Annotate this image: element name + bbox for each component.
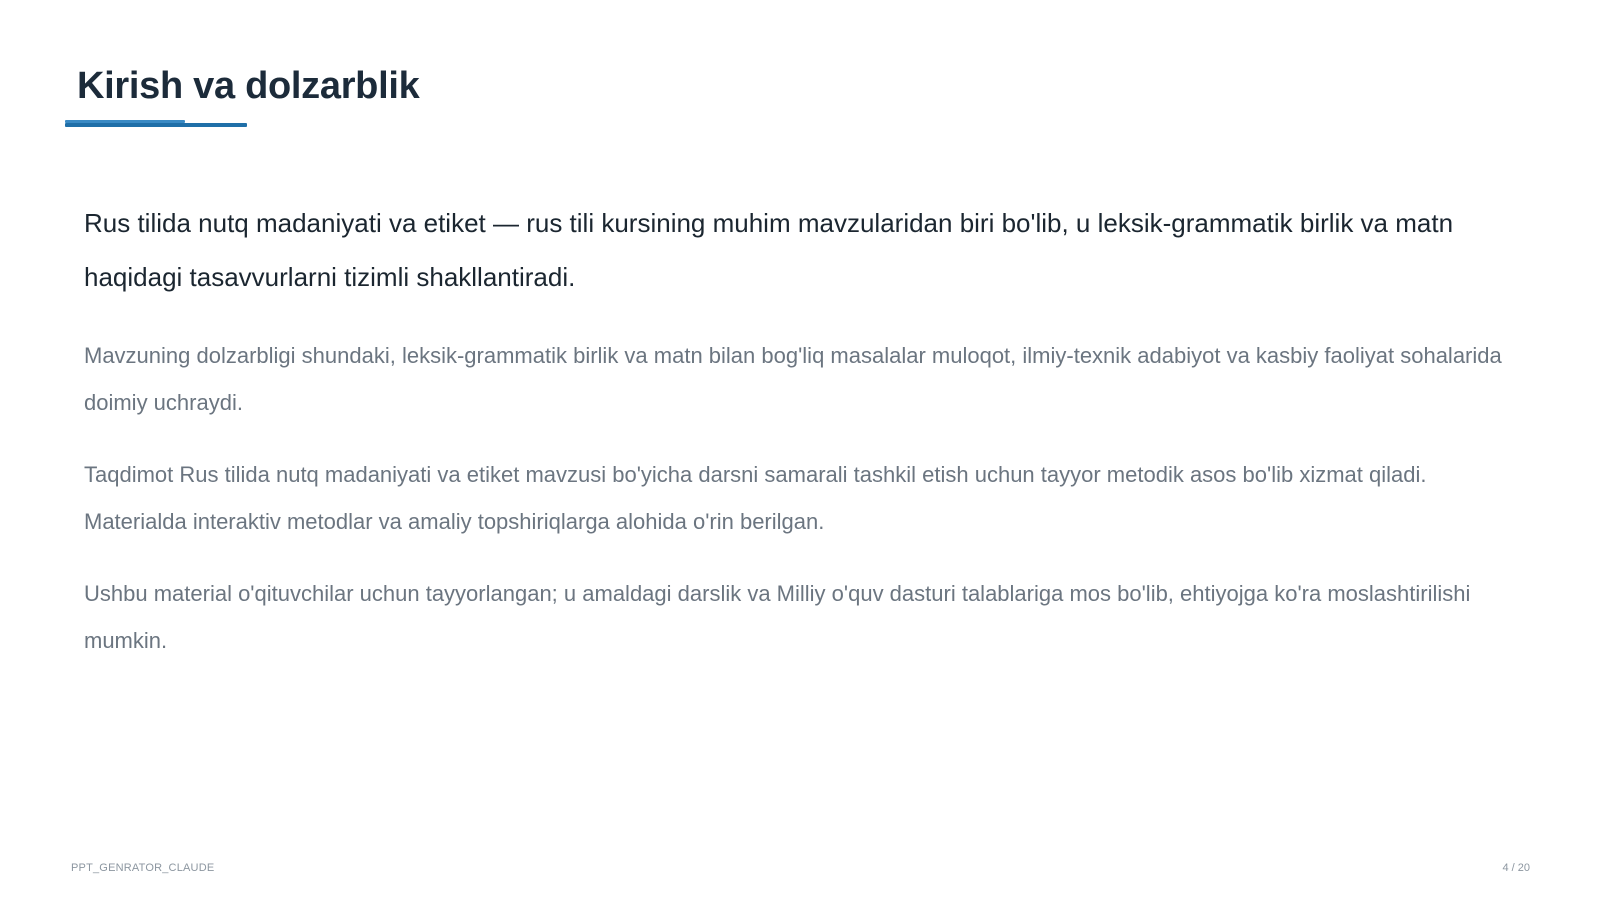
body-paragraph-3: Ushbu material o'qituvchilar uchun tayyorlangan; u amaldagi darslik va Milliy o'quv dasturi talablariga mos bo'lib, ehtiyojga ko'ra moslashtirilishi mumkin. bbox=[84, 581, 1471, 653]
footer-page-number: 4 / 20 bbox=[1502, 862, 1530, 874]
body-paragraph-1: Mavzuning dolzarbligi shundaki, leksik-grammatik birlik va matn bilan bog'liq masalalar muloqot, ilmiy-texnik adabiyot va kasbiy faoliyat sohalarida doimiy uchraydi. bbox=[84, 343, 1502, 415]
slide-title: Kirish va dolzarblik bbox=[77, 65, 420, 107]
footer-source-label: PPT_GENRATOR_CLAUDE bbox=[71, 862, 215, 874]
lead-paragraph: Rus tilida nutq madaniyati va etiket — rus tili kursining muhim mavzularidan biri bo'lib, u leksik-grammatik birlik va matn haqidagi tasavvurlarni tizimli shakllantiradi. bbox=[84, 208, 1454, 292]
title-underline-bar bbox=[65, 123, 247, 127]
title-underline bbox=[65, 120, 247, 128]
body-paragraph-2: Taqdimot Rus tilida nutq madaniyati va etiket mavzusi bo'yicha darsni samarali tashkil etish uchun tayyor metodik asos bo'lib xizmat qiladi. Materialda interaktiv metodlar va amaliy topshiriqlarga alohida o'rin berilgan. bbox=[84, 462, 1427, 534]
slide-content bbox=[84, 196, 1524, 689]
